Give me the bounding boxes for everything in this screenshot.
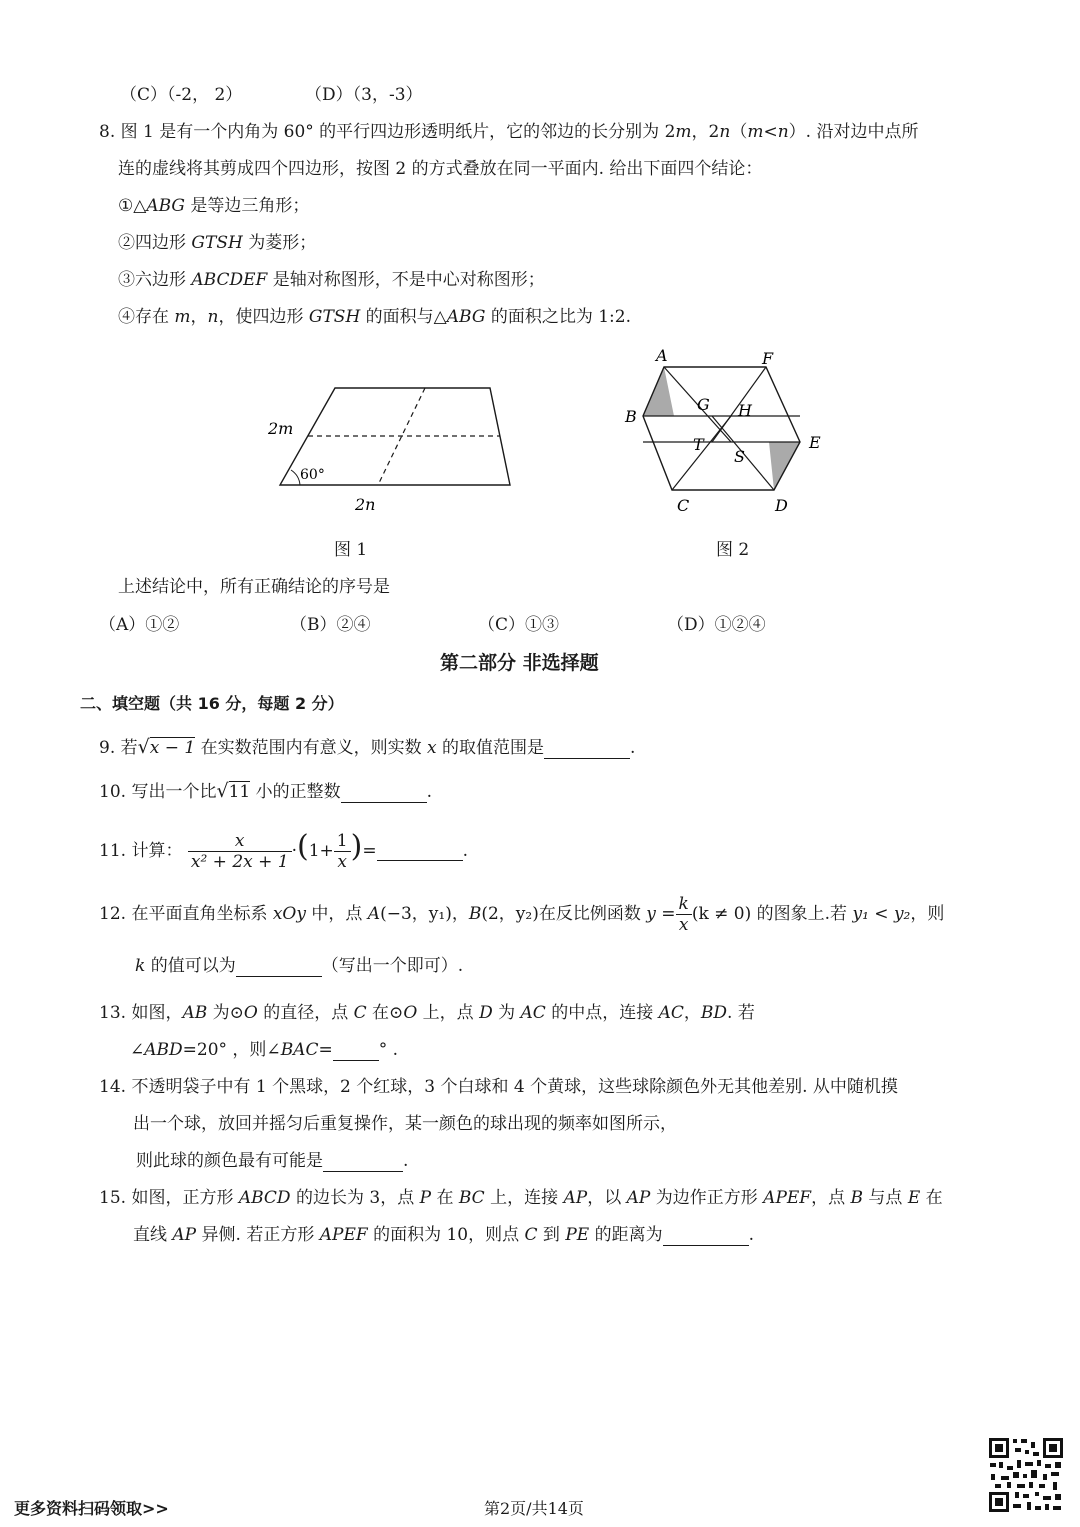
q8-statement-2: ②四边形 GTSH 为菱形；	[118, 233, 317, 253]
q14-answer-blank[interactable]	[323, 1153, 403, 1172]
section2-title: 二、填空题（共 16 分，每题 2 分）	[80, 694, 344, 713]
q12-answer-blank[interactable]	[236, 958, 322, 977]
q8-statement-1: ①△ABG 是等边三角形；	[118, 196, 310, 216]
figure-1-caption: 图 1	[334, 540, 368, 560]
q13-line1: 13. 如图，AB 为⊙O 的直径，点 C 在⊙O 上，点 D 为 AC 的中点，连接 AC，BD. 若	[99, 1003, 755, 1023]
part2-title: 第二部分 非选择题	[440, 652, 599, 674]
q8-option-b: （B）②④	[290, 615, 371, 635]
footer-scan-link[interactable]: 更多资料扫码领取>>	[14, 1499, 169, 1518]
q8-statement-4: ④存在 m，n，使四边形 GTSH 的面积与△ABG 的面积之比为 1:2.	[118, 307, 632, 327]
q15-answer-blank[interactable]	[663, 1227, 749, 1246]
fig1-left-label: 2m	[268, 419, 294, 438]
q10-answer-blank[interactable]	[341, 784, 427, 803]
fig2-label-d: D	[775, 496, 788, 515]
fig2-label-t: T	[693, 435, 704, 454]
q14-line2: 出一个球，放回并摇匀后重复操作，某一颜色的球出现的频率如图所示，	[133, 1114, 677, 1134]
figure-2-caption: 图 2	[716, 540, 750, 560]
q12-line2: k 的值可以为 （写出一个即可）.	[135, 956, 464, 976]
figure-1-parallelogram	[260, 378, 530, 518]
fig2-label-h: H	[738, 401, 752, 420]
q8-line1: 8. 图 1 是有一个内角为 60° 的平行四边形透明纸片，它的邻边的长分别为 2m，2n（m<n）. 沿对边中点所	[99, 122, 919, 142]
q14-line1: 14. 不透明袋子中有 1 个黑球，2 个红球，3 个白球和 4 个黄球，这些球除颜色外无其他差别. 从中随机摸	[99, 1077, 898, 1097]
q11: 11. 计算： $\frac{x}{\text{x² + 2x + 1}}$ ·(1+ $\frac{1}{x}$ )= .	[99, 829, 468, 872]
q13-line2: ∠ABD=20° ，则∠BAC= ° .	[130, 1040, 399, 1060]
q15-line1: 15. 如图，正方形 ABCD 的边长为 3，点 P 在 BC 上，连接 AP，以 AP 为边作正方形 APEF，点 B 与点 E 在	[99, 1188, 943, 1208]
fig1-bottom-label: 2n	[355, 495, 376, 514]
q14-line3: 则此球的颜色最有可能是 .	[136, 1151, 409, 1171]
fig2-label-b: B	[625, 407, 637, 426]
prev-option-c: （C）（-2， 2）	[120, 85, 243, 105]
prev-option-d: （D）（3，-3）	[305, 85, 423, 105]
footer-page-number: 第2页/共14页	[484, 1499, 584, 1518]
q9: 9. 若√x − 1 在实数范围内有意义，则实数 x 的取值范围是 .	[99, 736, 636, 758]
q8-option-c: （C）①③	[478, 615, 560, 635]
q12-line1: 12. 在平面直角坐标系 xOy 中，点 A(−3，y₁)，B(2，y₂)在反比例函数 y = $\frac{k}{x}$ (k ≠ 0) 的图象上.若 y₁ < y₂，则	[99, 894, 945, 935]
q11-answer-blank[interactable]	[377, 842, 463, 861]
fig2-label-s: S	[734, 447, 745, 466]
figure-2-hexagon	[615, 342, 830, 522]
q8-statement-3: ③六边形 ABCDEF 是轴对称图形，不是中心对称图形；	[118, 270, 545, 290]
q8-option-d: （D）①②④	[667, 615, 766, 635]
q13-answer-blank[interactable]	[333, 1042, 379, 1061]
fig2-label-a: A	[656, 346, 668, 365]
fig2-label-f: F	[762, 349, 774, 368]
q10: 10. 写出一个比√11 小的正整数 .	[99, 780, 433, 802]
qr-code[interactable]	[987, 1436, 1065, 1514]
fig2-label-e: E	[809, 433, 821, 452]
q8-line2: 连的虚线将其剪成四个四边形，按图 2 的方式叠放在同一平面内. 给出下面四个结论：	[118, 159, 763, 179]
fig2-label-g: G	[697, 395, 710, 414]
fig1-angle-label: 60°	[300, 467, 325, 483]
q9-answer-blank[interactable]	[544, 740, 630, 759]
fig2-label-c: C	[677, 496, 690, 515]
q8-question: 上述结论中，所有正确结论的序号是	[118, 577, 390, 597]
q8-option-a: （A）①②	[99, 615, 180, 635]
q15-line2: 直线 AP 异侧. 若正方形 APEF 的面积为 10，则点 C 到 PE 的距离为 .	[133, 1225, 755, 1245]
